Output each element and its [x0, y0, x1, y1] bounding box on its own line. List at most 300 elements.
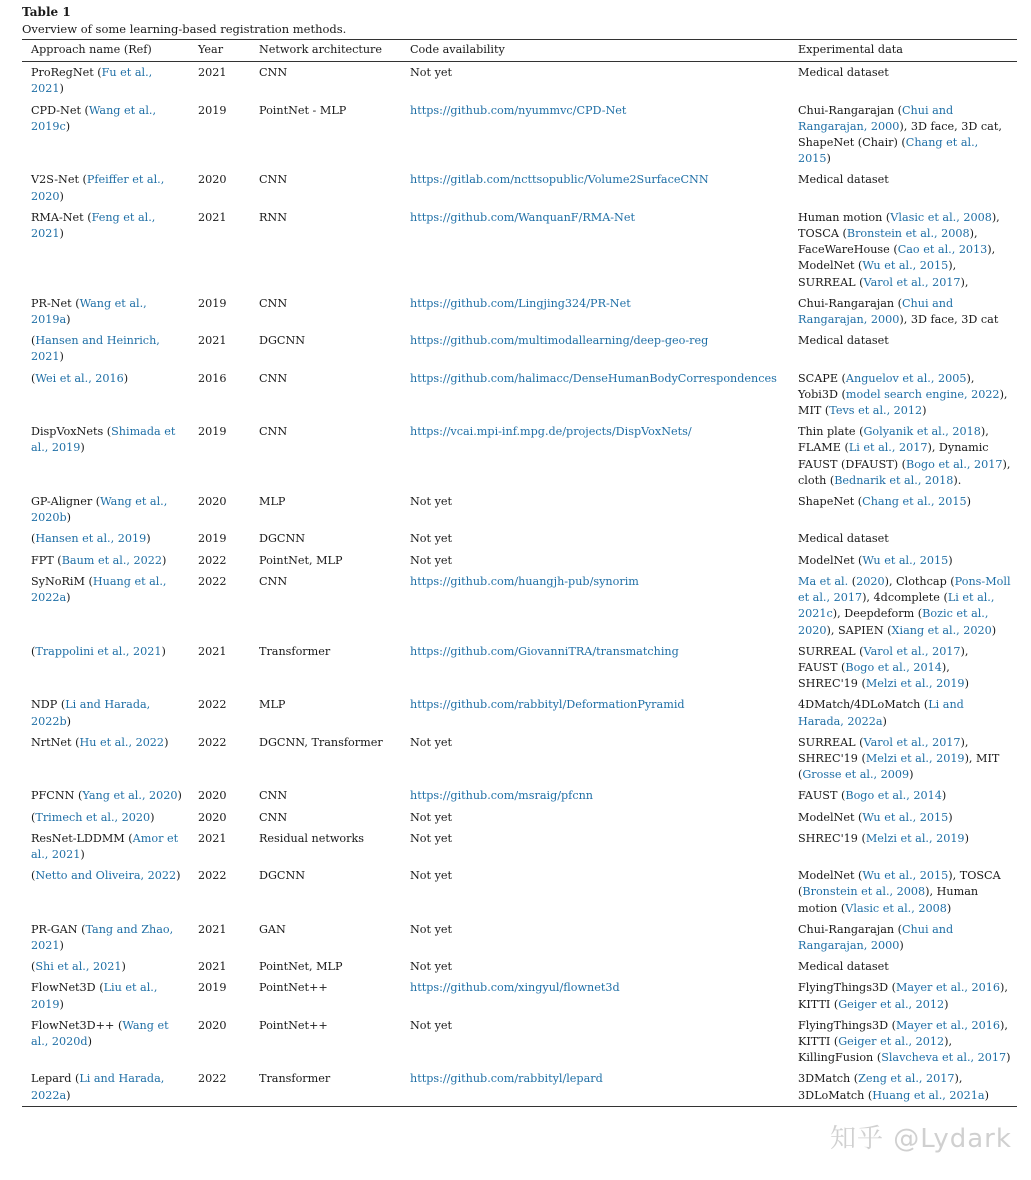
cell-approach: [22, 207, 189, 293]
citation-link[interactable]: Bednarik et al., 2018: [834, 473, 954, 487]
cell-text: ): [941, 789, 947, 803]
citation-link[interactable]: Hu et al., 2022: [79, 735, 165, 749]
cell-architecture: CNN: [259, 810, 288, 824]
citation-link[interactable]: Trappolini et al., 2021: [35, 644, 162, 658]
cell-experimental-data: [789, 528, 1017, 549]
cell-architecture: CNN: [259, 574, 288, 588]
cell-text: ): [882, 714, 887, 728]
table-row: [22, 62, 1017, 100]
cell-text: ): [176, 869, 181, 883]
cell-text: NrtNet (: [31, 735, 80, 749]
cell-approach: [22, 169, 189, 206]
cell-text: ): [964, 677, 969, 691]
citation-link[interactable]: Chui and Rangarajan, 2000: [798, 296, 954, 327]
table-row: [22, 828, 1017, 865]
cell-approach: [22, 641, 189, 695]
cell-code: [401, 293, 789, 330]
cell-text: ), KITTI (: [798, 1018, 1008, 1048]
code-link[interactable]: https://github.com/nyummvc/CPD-Net: [410, 103, 627, 117]
cell-approach: [22, 865, 189, 919]
cell-text: SURREAL (: [798, 644, 864, 658]
cell-architecture: MLP: [259, 698, 286, 712]
cell-code: Not yet: [410, 553, 453, 567]
cell-text: V2S-Net (: [31, 173, 87, 187]
table-row: [22, 491, 1017, 528]
cell-text: ): [59, 82, 64, 96]
cell-year: 2020: [198, 495, 227, 509]
cell-text: ): [146, 532, 151, 546]
cell-text: ), MIT (: [798, 387, 1008, 418]
table-row: [22, 571, 1017, 641]
citation-link[interactable]: Geiger et al., 2012: [838, 1034, 945, 1048]
citation-link[interactable]: Xiang et al., 2020: [891, 623, 992, 637]
cell-text: ), 3DLoMatch (: [798, 1072, 963, 1102]
cell-text: ).: [953, 473, 962, 487]
citation-link[interactable]: Baum et al., 2022: [61, 553, 163, 567]
cell-text: ): [964, 831, 969, 845]
cell-architecture: GAN: [259, 922, 286, 936]
cell-text: (: [31, 869, 36, 883]
citation-link[interactable]: Wei et al., 2016: [35, 371, 124, 385]
citation-link[interactable]: Zeng et al., 2017: [858, 1072, 955, 1086]
citation-link[interactable]: Li et al., 2017: [848, 441, 928, 455]
cell-code: Not yet: [410, 66, 453, 80]
cell-text: Chui-Rangarajan (: [798, 922, 902, 936]
cell-text: ): [1006, 1051, 1011, 1065]
cell-text: ): [59, 938, 64, 952]
cell-text: FAUST (: [798, 789, 846, 803]
citation-link[interactable]: Wu et al., 2015: [862, 553, 949, 567]
citation-link[interactable]: Chang et al., 2015: [798, 136, 979, 166]
cell-experimental-data: [789, 694, 1017, 731]
citation-link[interactable]: Chui and Rangarajan, 2000: [798, 103, 954, 133]
table-row: [22, 368, 1017, 422]
cell-text: ), FaceWareHouse (: [798, 227, 978, 257]
cell-year: 2019: [198, 981, 227, 995]
citation-link[interactable]: Ma et al.: [798, 574, 849, 588]
cell-code: [401, 1068, 789, 1106]
cell-code: Not yet: [410, 1018, 453, 1032]
cell-text: Thin plate (: [798, 425, 864, 439]
cell-code: [401, 421, 789, 491]
cell-text: NDP (: [31, 698, 66, 712]
citation-link[interactable]: Melzi et al., 2019: [865, 831, 965, 845]
citation-link[interactable]: Bozic et al., 2020: [798, 607, 989, 637]
cell-text: Medical dataset: [798, 960, 889, 974]
cell-text: ), Dynamic FAUST (DFAUST) (: [798, 441, 989, 471]
cell-code: [401, 207, 789, 293]
citation-link[interactable]: Bogo et al., 2014: [845, 660, 942, 674]
citation-link[interactable]: Yang et al., 2020: [82, 789, 178, 803]
cell-year: 2022: [198, 698, 227, 712]
cell-experimental-data: [789, 641, 1017, 695]
cell-experimental-data: [789, 368, 1017, 422]
cell-text: PR-GAN (: [31, 922, 86, 936]
cell-code: [401, 330, 789, 367]
cell-year: 2021: [198, 831, 227, 845]
citation-link[interactable]: Li and Harada, 2022b: [31, 698, 151, 728]
cell-experimental-data: [789, 1068, 1017, 1106]
citation-link[interactable]: Li et al., 2021c: [798, 591, 995, 621]
cell-code: Not yet: [410, 922, 453, 936]
cell-architecture: DGCNN, Transformer: [259, 735, 383, 749]
cell-text: ), 3D face, 3D cat, ShapeNet (Chair) (: [798, 119, 1002, 150]
cell-experimental-data: [789, 330, 1017, 367]
cell-text: (: [31, 334, 36, 348]
code-link[interactable]: https://github.com/Lingjing324/PR-Net: [410, 296, 631, 310]
cell-architecture: PointNet++: [259, 981, 328, 995]
cell-text: ): [80, 847, 85, 861]
cell-text: ): [164, 735, 169, 749]
cell-experimental-data: [789, 421, 1017, 491]
cell-year: 2019: [198, 103, 227, 117]
cell-experimental-data: [789, 293, 1017, 330]
cell-year: 2020: [198, 789, 227, 803]
cell-approach: [22, 293, 189, 330]
cell-year: 2021: [198, 960, 227, 974]
table-row: [22, 528, 1017, 549]
citation-link[interactable]: Varol et al., 2017: [863, 275, 961, 289]
cell-text: ): [87, 1034, 92, 1048]
table-row: [22, 293, 1017, 330]
cell-text: Human motion (: [798, 210, 891, 224]
cell-experimental-data: [789, 785, 1017, 806]
code-link[interactable]: https://vcai.mpi-inf.mpg.de/projects/DispVoxNets/: [410, 425, 692, 439]
cell-text: SHREC'19 (: [798, 831, 866, 845]
cell-text: ): [65, 119, 71, 133]
cell-text: 4DMatch/4DLoMatch (: [798, 698, 929, 712]
cell-text: ), TOSCA (: [798, 210, 1000, 241]
cell-text: (: [848, 574, 857, 588]
cell-text: ): [922, 404, 927, 418]
cell-experimental-data: [789, 62, 1017, 100]
citation-link[interactable]: Anguelov et al., 2005: [845, 371, 967, 385]
cell-year: 2020: [198, 173, 227, 187]
table-row: [22, 421, 1017, 491]
cell-approach: [22, 828, 189, 865]
cell-text: ), Deepdeform (: [832, 607, 923, 621]
cell-text: (: [31, 960, 36, 974]
cell-text: 3DMatch (: [798, 1072, 859, 1086]
cell-code: Not yet: [410, 869, 453, 883]
code-link[interactable]: https://github.com/multimodallearning/deep-geo-reg: [410, 334, 709, 348]
cell-approach: [22, 330, 189, 367]
cell-year: 2021: [198, 644, 227, 658]
citation-link[interactable]: model search engine, 2022: [845, 387, 1000, 401]
citation-link[interactable]: Trimech et al., 2020: [35, 810, 151, 824]
header-year: Year: [198, 43, 224, 56]
cell-approach: [22, 977, 189, 1014]
cell-architecture: DGCNN: [259, 532, 306, 546]
citation-link[interactable]: Wang et al., 2019c: [31, 103, 157, 133]
cell-experimental-data: [789, 1015, 1017, 1069]
cell-year: 2021: [198, 66, 227, 80]
cell-text: ): [66, 511, 72, 525]
citation-link[interactable]: Mayer et al., 2016: [895, 1018, 1000, 1032]
cell-text: Medical dataset: [798, 532, 889, 546]
citation-link[interactable]: Bogo et al., 2017: [906, 457, 1003, 471]
citation-link[interactable]: Netto and Oliveira, 2022: [35, 869, 177, 883]
cell-text: ): [966, 495, 971, 509]
cell-text: ): [66, 714, 72, 728]
citation-link[interactable]: Huang et al., 2022a: [31, 574, 167, 605]
cell-text: ModelNet (: [798, 810, 863, 824]
cell-experimental-data: [789, 100, 1017, 170]
cell-architecture: DGCNN: [259, 869, 306, 883]
cell-architecture: MLP: [259, 495, 286, 509]
table-header-row: [22, 40, 1017, 62]
citation-link[interactable]: Melzi et al., 2019: [865, 751, 965, 765]
citation-link[interactable]: Wu et al., 2015: [862, 810, 949, 824]
cell-text: ), SHREC'19 (: [798, 660, 950, 691]
cell-experimental-data: [789, 550, 1017, 571]
cell-experimental-data: [789, 207, 1017, 293]
cell-text: ): [150, 810, 155, 824]
citation-link[interactable]: Pfeiffer et al., 2020: [31, 173, 165, 203]
cell-experimental-data: [789, 732, 1017, 786]
cell-text: ): [59, 350, 64, 364]
cell-text: FlowNet3D (: [31, 981, 104, 995]
cell-text: ): [177, 789, 182, 803]
cell-architecture: Transformer: [259, 644, 331, 658]
cell-year: 2021: [198, 210, 227, 224]
cell-text: ), MIT (: [798, 751, 1000, 782]
citation-link[interactable]: Varol et al., 2017: [863, 644, 961, 658]
cell-approach: [22, 550, 189, 571]
cell-approach: [22, 421, 189, 491]
table-row: [22, 641, 1017, 695]
cell-text: SyNoRiM (: [31, 574, 93, 588]
citation-link[interactable]: 2020: [856, 574, 885, 588]
cell-architecture: PointNet, MLP: [259, 960, 343, 974]
citation-link[interactable]: Feng et al., 2021: [31, 210, 156, 241]
cell-architecture: CNN: [259, 371, 288, 385]
code-link[interactable]: https://github.com/huangjh-pub/synorim: [410, 574, 639, 588]
citation-link[interactable]: Wang et al., 2020d: [31, 1018, 169, 1048]
cell-architecture: CNN: [259, 66, 288, 80]
code-link[interactable]: https://github.com/msraig/pfcnn: [410, 789, 594, 803]
cell-approach: [22, 62, 189, 100]
cell-text: ShapeNet (: [798, 495, 863, 509]
methods-table: [22, 39, 1017, 1107]
citation-link[interactable]: Cao et al., 2013: [897, 243, 988, 257]
citation-link[interactable]: Chui and Rangarajan, 2000: [798, 922, 954, 952]
citation-link[interactable]: Hansen et al., 2019: [35, 532, 147, 546]
cell-architecture: CNN: [259, 789, 288, 803]
citation-link[interactable]: Wang et al., 2020b: [31, 495, 168, 525]
cell-text: ), 3D face, 3D cat: [899, 313, 999, 327]
citation-link[interactable]: Melzi et al., 2019: [865, 677, 965, 691]
cell-architecture: Transformer: [259, 1072, 331, 1086]
table-row: [22, 100, 1017, 170]
cell-text: ): [944, 997, 949, 1011]
header-code: Code availability: [410, 43, 505, 56]
cell-experimental-data: [789, 865, 1017, 919]
citation-link[interactable]: Wang et al., 2019a: [31, 296, 147, 327]
cell-approach: [22, 100, 189, 170]
cell-architecture: CNN: [259, 296, 288, 310]
citation-link[interactable]: Bogo et al., 2014: [845, 789, 942, 803]
cell-approach: [22, 694, 189, 731]
citation-link[interactable]: Wu et al., 2015: [862, 869, 949, 883]
cell-text: SCAPE (: [798, 371, 846, 385]
table-caption: Overview of some learning-based registration methods.: [22, 22, 347, 36]
cell-architecture: DGCNN: [259, 334, 306, 348]
cell-text: ), SHREC'19 (: [798, 735, 969, 765]
code-link[interactable]: https://github.com/rabbityl/lepard: [410, 1072, 603, 1086]
citation-link[interactable]: Varol et al., 2017: [863, 735, 961, 749]
cell-experimental-data: [789, 571, 1017, 641]
cell-text: (: [31, 810, 36, 824]
cell-text: ): [66, 591, 71, 605]
cell-architecture: RNN: [259, 210, 288, 224]
cell-experimental-data: [789, 807, 1017, 828]
cell-year: 2022: [198, 735, 227, 749]
citation-link[interactable]: Geiger et al., 2012: [838, 997, 945, 1011]
code-link[interactable]: https://github.com/WanquanF/RMA-Net: [410, 210, 635, 224]
cell-code: Not yet: [410, 831, 453, 845]
table-row: [22, 732, 1017, 786]
citation-link[interactable]: Li and Harada, 2022a: [31, 1072, 165, 1102]
citation-link[interactable]: Tang and Zhao, 2021: [31, 922, 174, 952]
cell-approach: [22, 732, 189, 786]
cell-approach: [22, 807, 189, 828]
citation-link[interactable]: Shi et al., 2021: [35, 960, 122, 974]
code-link[interactable]: https://github.com/halimacc/DenseHumanBodyCorrespondences: [410, 371, 777, 385]
cell-text: ), SURREAL (: [798, 259, 957, 289]
cell-text: Chui-Rangarajan (: [798, 103, 902, 117]
code-link[interactable]: https://github.com/xingyul/flownet3d: [410, 981, 620, 995]
cell-approach: [22, 491, 189, 528]
cell-approach: [22, 785, 189, 806]
cell-text: ): [121, 960, 126, 974]
citation-link[interactable]: Tevs et al., 2012: [829, 404, 923, 418]
header-architecture: Network architecture: [259, 43, 383, 56]
cell-experimental-data: [789, 169, 1017, 206]
cell-text: CPD-Net (: [31, 103, 89, 117]
cell-experimental-data: [789, 977, 1017, 1014]
cell-text: ), FAUST (: [798, 644, 969, 674]
cell-text: ): [162, 553, 167, 567]
citation-link[interactable]: Huang et al., 2021a: [872, 1088, 985, 1102]
table-row: [22, 865, 1017, 919]
cell-code: [401, 571, 789, 641]
table-row: [22, 977, 1017, 1014]
citation-link[interactable]: Pons-Moll et al., 2017: [798, 574, 1011, 605]
cell-year: 2016: [198, 371, 227, 385]
table-row: [22, 785, 1017, 806]
table-row: [22, 694, 1017, 731]
citation-link[interactable]: Vlasic et al., 2008: [845, 901, 947, 915]
citation-link[interactable]: Slavcheva et al., 2017: [881, 1051, 1007, 1065]
cell-year: 2022: [198, 1072, 227, 1086]
citation-link[interactable]: Chang et al., 2015: [862, 495, 967, 509]
citation-link[interactable]: Bronstein et al., 2008: [846, 227, 970, 241]
cell-text: FlyingThings3D (: [798, 1018, 896, 1032]
cell-architecture: Residual networks: [259, 831, 365, 845]
cell-text: ): [948, 810, 953, 824]
cell-text: ): [948, 553, 953, 567]
cell-code: Not yet: [410, 495, 453, 509]
cell-text: ): [899, 938, 904, 952]
cell-year: 2021: [198, 922, 227, 936]
cell-year: 2019: [198, 532, 227, 546]
watermark: 知乎 @Lydark: [830, 1124, 1012, 1154]
cell-text: (: [31, 532, 36, 546]
cell-approach: [22, 571, 189, 641]
cell-experimental-data: [789, 919, 1017, 956]
cell-text: ), ModelNet (: [798, 243, 996, 273]
cell-approach: [22, 1015, 189, 1069]
cell-code: Not yet: [410, 735, 453, 749]
citation-link[interactable]: Hansen and Heinrich, 2021: [31, 334, 160, 364]
citation-link[interactable]: Wu et al., 2015: [862, 259, 949, 273]
citation-link[interactable]: Fu et al., 2021: [31, 66, 153, 96]
cell-year: 2020: [198, 810, 227, 824]
cell-text: ), KITTI (: [798, 981, 1008, 1011]
cell-text: FlowNet3D++ (: [31, 1018, 123, 1032]
cell-text: ), Clothcap (: [884, 574, 955, 588]
cell-text: ): [826, 152, 831, 166]
cell-year: 2022: [198, 553, 227, 567]
citation-link[interactable]: Amor et al., 2021: [31, 831, 179, 861]
cell-text: ): [59, 189, 64, 203]
cell-approach: [22, 956, 189, 977]
cell-architecture: CNN: [259, 425, 288, 439]
cell-year: 2020: [198, 1018, 227, 1032]
table-row: [22, 919, 1017, 956]
citation-link[interactable]: Liu et al., 2019: [31, 981, 158, 1011]
citation-link[interactable]: Golyanik et al., 2018: [863, 425, 981, 439]
cell-architecture: PointNet - MLP: [259, 103, 347, 117]
table-row: [22, 807, 1017, 828]
cell-text: ), Human motion (: [798, 885, 979, 915]
cell-text: PR-Net (: [31, 296, 80, 310]
cell-code: Not yet: [410, 960, 453, 974]
citation-link[interactable]: Mayer et al., 2016: [895, 981, 1000, 995]
citation-link[interactable]: Li and Harada, 2022a: [798, 698, 964, 728]
cell-approach: [22, 528, 189, 549]
header-data: Experimental data: [798, 43, 903, 56]
citation-link[interactable]: Shimada et al., 2019: [31, 425, 176, 455]
citation-link[interactable]: Grosse et al., 2009: [802, 768, 910, 782]
code-link[interactable]: https://github.com/rabbityl/DeformationPyramid: [410, 698, 685, 712]
cell-text: ): [66, 313, 71, 327]
cell-text: GP-Aligner (: [31, 495, 101, 509]
citation-link[interactable]: Bronstein et al., 2008: [802, 885, 926, 899]
cell-text: ): [909, 768, 914, 782]
cell-text: ): [59, 227, 64, 241]
cell-text: ): [161, 644, 166, 658]
code-link[interactable]: https://gitlab.com/ncttsopublic/Volume2SurfaceCNN: [410, 173, 709, 187]
cell-code: [401, 785, 789, 806]
table-row: [22, 550, 1017, 571]
cell-year: 2019: [198, 425, 227, 439]
cell-text: ): [59, 997, 64, 1011]
cell-year: 2019: [198, 296, 227, 310]
code-link[interactable]: https://github.com/GiovanniTRA/transmatching: [410, 644, 679, 658]
cell-text: ), FLAME (: [798, 425, 989, 455]
cell-experimental-data: [789, 956, 1017, 977]
cell-text: ), TOSCA (: [798, 869, 1001, 899]
table-row: [22, 1015, 1017, 1069]
cell-code: [401, 694, 789, 731]
cell-text: Medical dataset: [798, 334, 889, 348]
cell-architecture: PointNet++: [259, 1018, 328, 1032]
citation-link[interactable]: Vlasic et al., 2008: [890, 210, 992, 224]
cell-text: ): [80, 441, 85, 455]
cell-text: SURREAL (: [798, 735, 864, 749]
